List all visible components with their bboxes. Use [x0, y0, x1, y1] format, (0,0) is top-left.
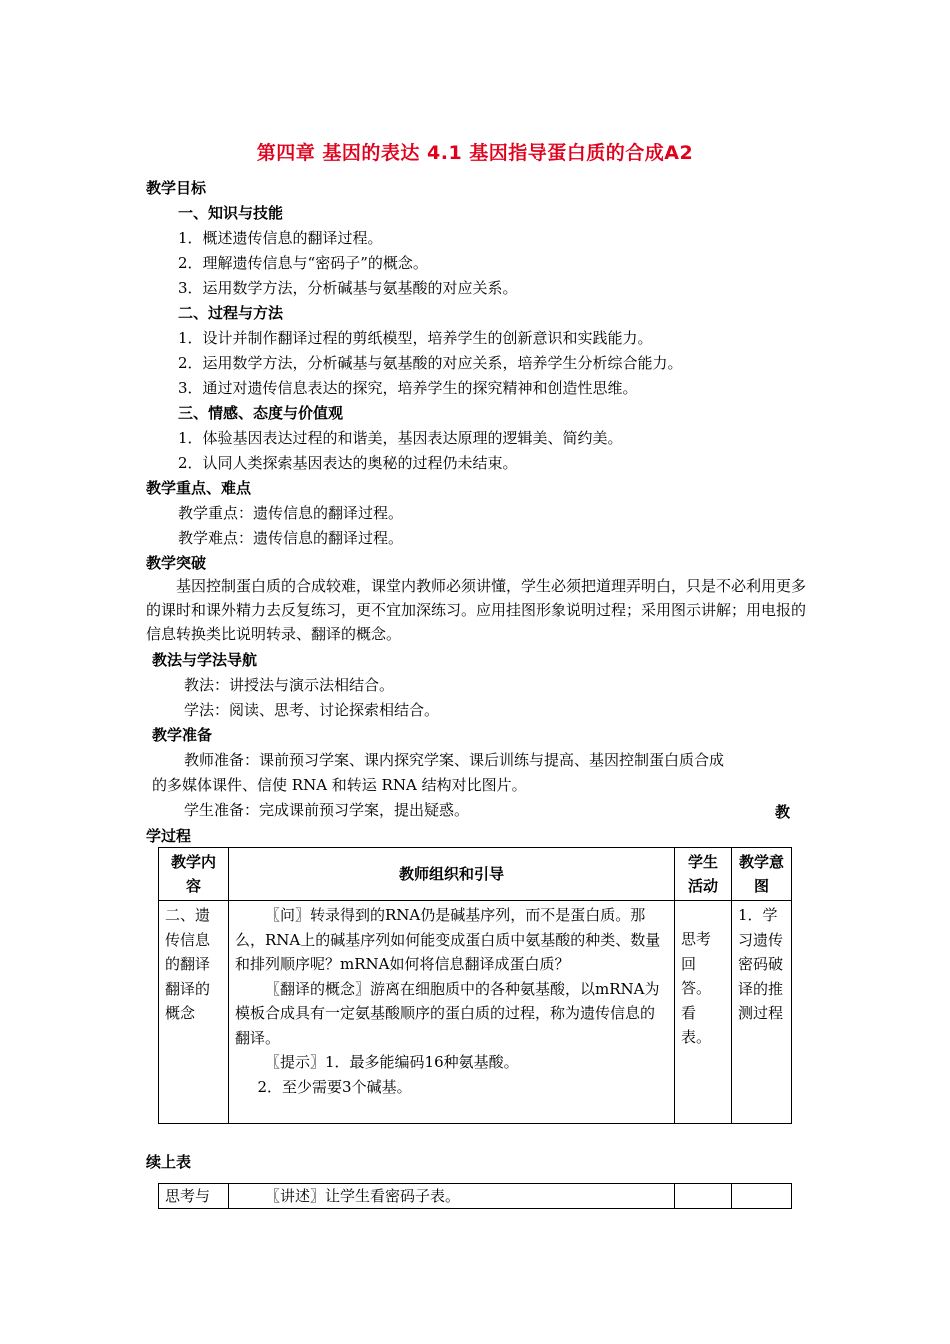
emotion-item: 1．体验基因表达过程的和谐美，基因表达原理的逻辑美、简约美。	[178, 429, 623, 447]
teaching-difficulty: 教学难点：遗传信息的翻译过程。	[178, 529, 404, 547]
learning-method: 学法：阅读、思考、讨论探索相结合。	[184, 701, 440, 719]
knowledge-item: 3．运用数学方法，分析碱基与氨基酸的对应关系。	[178, 279, 518, 297]
methods-heading: 教法与学法导航	[152, 651, 258, 669]
student-preparation: 学生准备：完成课前预习学案，提出疑惑。	[184, 801, 470, 819]
continued-teacher: 〖讲述〗让学生看密码子表。	[229, 1184, 675, 1209]
continued-heading: 续上表	[146, 1153, 192, 1171]
header-intent: 教学意图	[732, 848, 792, 901]
process-heading: 二、过程与方法	[178, 304, 284, 322]
knowledge-heading: 一、知识与技能	[178, 204, 284, 222]
continued-student	[675, 1184, 732, 1209]
table-row	[159, 1184, 792, 1209]
breakthrough-text: 基因控制蛋白质的合成较难，课堂内教师必须讲懂，学生必须把道理弄明白，只是不必利用更多的课时和课外精力去反复练习，更不宜加深练习。应用挂图形象说明过程；采用图示讲解；用电报的信息转换类比说明转录、翻译的概念。	[146, 577, 807, 643]
teacher-concept: 〖翻译的概念〗游离在细胞质中的各种氨基酸，以mRNA为模板合成具有一定氨基酸顺序的蛋白质的过程，称为遗传信息的翻译。	[235, 979, 660, 1047]
key-points-heading: 教学重点、难点	[146, 479, 252, 497]
table-header-row	[159, 848, 792, 901]
teacher-preparation: 教师准备：课前预习学案、课内探究学案、课后训练与提高、基因控制蛋白质合成	[184, 751, 725, 769]
teacher-hint: 〖提示〗1．最多能编码16种氨基酸。	[265, 1053, 519, 1071]
knowledge-item: 1．概述遗传信息的翻译过程。	[178, 229, 383, 247]
content-subtopic: 翻译的概念	[165, 979, 211, 1022]
teaching-method: 教法：讲授法与演示法相结合。	[184, 676, 395, 694]
teacher-hint-2: 2．至少需要3个碱基。	[257, 1077, 412, 1096]
teacher-preparation-cont: 的多媒体课件、信使 RNA 和转运 RNA 结构对比图片。	[152, 776, 527, 794]
row-teacher	[229, 901, 675, 1124]
teaching-process-table	[158, 847, 792, 1124]
teacher-question: 〖问〗转录得到的RNA仍是碱基序列，而不是蛋白质。那么，RNA上的碱基序列如何能变成蛋白质中氨基酸的种类、数量和排列顺序呢？mRNA如何将信息翻译成蛋白质？	[235, 906, 661, 973]
teaching-focus: 教学重点：遗传信息的翻译过程。	[178, 504, 404, 522]
emotion-item: 2．认同人类探索基因表达的奥秘的过程仍未结束。	[178, 454, 518, 472]
breakthrough-heading: 教学突破	[146, 554, 207, 572]
preparation-heading: 教学准备	[152, 726, 213, 744]
continued-intent	[732, 1184, 792, 1209]
continued-content: 思考与	[159, 1184, 229, 1209]
table-row	[159, 901, 792, 1124]
teaching-process-heading: 学过程	[146, 827, 192, 845]
header-content: 教学内容	[159, 848, 229, 901]
document-title: 第四章 基因的表达 4.1 基因指导蛋白质的合成A2	[256, 142, 694, 164]
objectives-heading: 教学目标	[146, 179, 207, 197]
knowledge-item: 2．理解遗传信息与“密码子”的概念。	[178, 254, 428, 272]
process-item: 3．通过对遗传信息表达的探究，培养学生的探究精神和创造性思维。	[178, 379, 638, 397]
emotion-heading: 三、情感、态度与价值观	[178, 404, 344, 422]
process-item: 2．运用数学方法，分析碱基与氨基酸的对应关系，培养学生分析综合能力。	[178, 354, 683, 372]
process-item: 1．设计并制作翻译过程的剪纸模型，培养学生的创新意识和实践能力。	[178, 329, 653, 347]
header-student: 学生活动	[675, 848, 732, 901]
process-heading-part: 教	[775, 803, 791, 821]
row-content	[159, 901, 229, 1124]
row-intent: 1．学习遗传密码破译的推测过程	[732, 901, 792, 1124]
header-teacher: 教师组织和引导	[229, 848, 675, 901]
continued-table	[158, 1183, 792, 1209]
content-topic: 二、遗传信息的翻译	[165, 906, 211, 973]
row-student: 思考回答。看表。	[675, 901, 732, 1124]
